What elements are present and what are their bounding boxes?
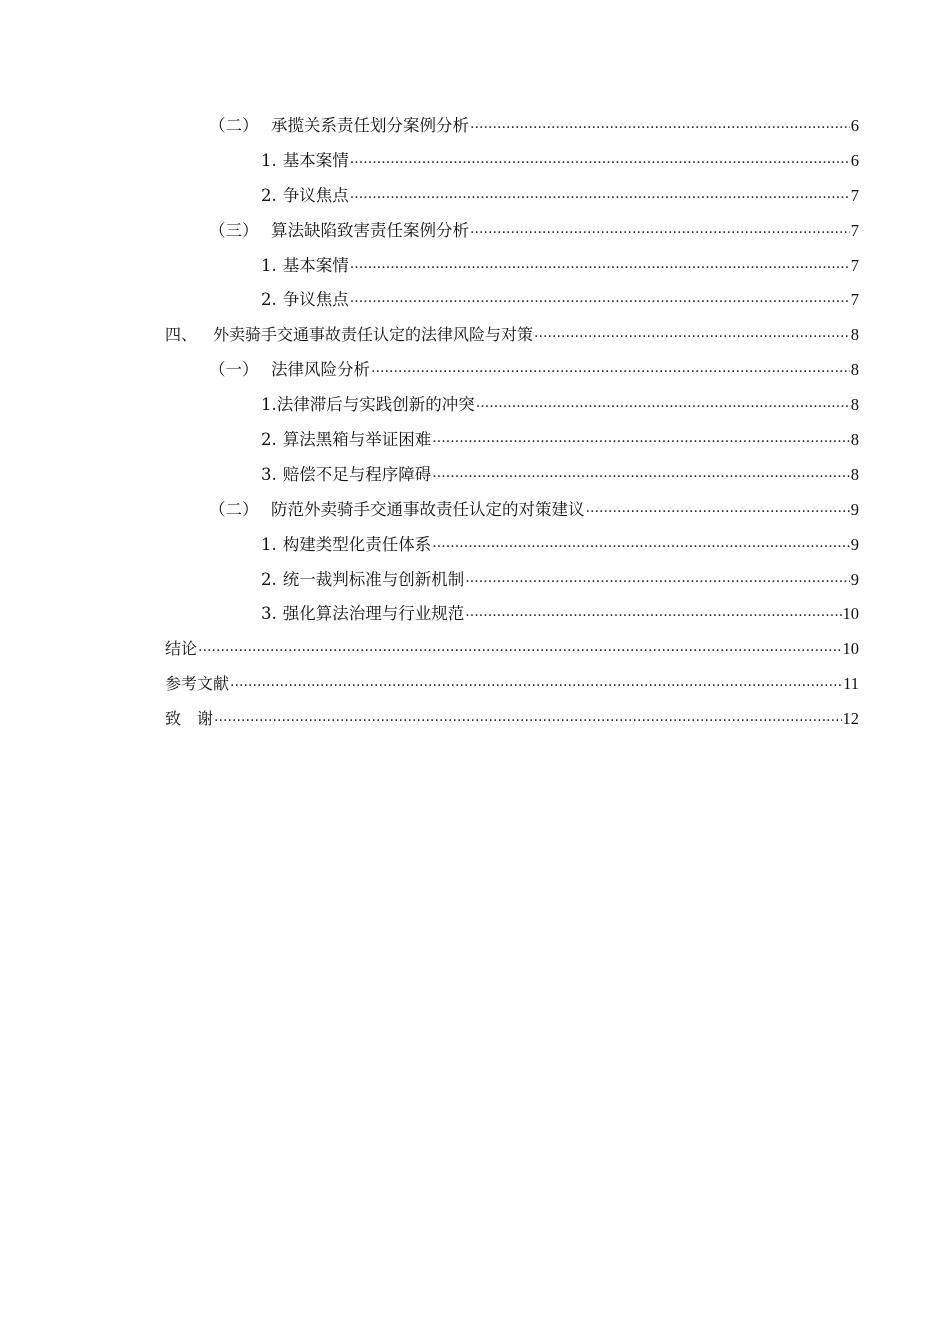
toc-dot-leader (214, 708, 841, 724)
toc-entry-title: 算法缺陷致害责任案例分析 (271, 220, 469, 240)
toc-entry[interactable] (165, 528, 859, 563)
toc-entry-number: 1. (261, 534, 277, 554)
toc-entry-number: （三） (209, 220, 259, 240)
toc-entry-page-number: 6 (850, 150, 859, 170)
toc-entry-page-number: 8 (850, 430, 859, 450)
toc-entry-label (165, 632, 197, 667)
toc-entry-title: 结论 (165, 639, 198, 659)
toc-dot-leader (350, 149, 850, 166)
toc-entry-page-number: 9 (850, 569, 859, 589)
toc-dot-leader (371, 359, 850, 376)
toc-entry-title: 致 谢 (165, 709, 214, 729)
toc-entry[interactable] (165, 214, 859, 249)
toc-entry-number: （一） (209, 360, 259, 380)
toc-dot-leader (465, 603, 841, 620)
toc-entry-label (261, 179, 349, 214)
toc-entry-label (165, 667, 229, 702)
toc-entry-page-number: 9 (850, 499, 859, 519)
toc-entry[interactable] (165, 249, 859, 284)
toc-entry-page-number: 7 (850, 290, 859, 310)
toc-entry-number: 1. (261, 150, 277, 170)
toc-entry-title: 承揽关系责任划分案例分析 (271, 116, 469, 135)
toc-dot-leader (470, 219, 850, 236)
toc-dot-leader (586, 498, 850, 515)
toc-entry-title: 1.法律滞后与实践创新的冲突 (261, 395, 475, 415)
toc-entry[interactable] (165, 388, 859, 423)
toc-entry-page-number: 8 (850, 325, 859, 345)
toc-entry-page-number: 12 (842, 709, 859, 729)
toc-entry-number: 1. (261, 255, 277, 275)
toc-dot-leader (465, 568, 850, 585)
toc-dot-leader (350, 184, 850, 201)
toc-entry-number: 2. (261, 569, 277, 589)
toc-entry-title: 参考文献 (165, 674, 230, 694)
toc-entry-title: 争议焦点 (282, 185, 349, 205)
toc-entry-label (261, 388, 475, 423)
toc-entry-label (165, 318, 533, 353)
toc-dot-leader (198, 638, 841, 654)
toc-entry-number: 3. (261, 464, 277, 484)
toc-entry[interactable] (165, 458, 859, 493)
toc-dot-leader (230, 673, 842, 689)
toc-entry-page-number: 6 (850, 116, 859, 135)
toc-entry-title: 强化算法治理与行业规范 (282, 604, 465, 624)
toc-dot-leader (476, 394, 850, 411)
toc-entry-page-number: 8 (850, 360, 859, 380)
toc-entry[interactable] (165, 144, 859, 179)
toc-entry-number: 3. (261, 604, 277, 624)
table-of-contents (165, 109, 859, 737)
toc-entry-label (261, 144, 349, 179)
toc-dot-leader (432, 463, 850, 480)
toc-entry-label (209, 109, 469, 144)
toc-entry-label (209, 493, 585, 528)
toc-entry-page-number: 8 (850, 464, 859, 484)
toc-entry[interactable] (165, 423, 859, 458)
toc-entry-title: 赔偿不足与程序障碍 (282, 464, 432, 484)
toc-entry[interactable] (165, 493, 859, 528)
toc-entry-title: 防范外卖骑手交通事故责任认定的对策建议 (271, 499, 585, 519)
toc-entry-label (165, 702, 213, 737)
toc-entry[interactable] (165, 632, 859, 667)
toc-entry-label (261, 563, 464, 598)
toc-entry-page-number: 10 (842, 604, 859, 624)
toc-entry[interactable] (165, 318, 859, 353)
toc-entry-number: （二） (209, 499, 259, 519)
toc-entry-number: 2. (261, 290, 277, 310)
toc-entry[interactable] (165, 702, 859, 737)
toc-entry-number: （二） (209, 116, 259, 135)
toc-entry[interactable] (165, 283, 859, 318)
toc-entry-page-number: 7 (850, 185, 859, 205)
toc-entry-label (209, 214, 469, 249)
toc-entry-page-number: 8 (850, 395, 859, 415)
toc-entry-label (261, 249, 349, 284)
toc-dot-leader (470, 115, 850, 132)
toc-entry-title: 基本案情 (282, 150, 349, 170)
toc-entry-title: 外卖骑手交通事故责任认定的法律风险与对策 (213, 325, 534, 345)
toc-entry-page-number: 9 (850, 534, 859, 554)
toc-entry-page-number: 7 (850, 255, 859, 275)
toc-entry[interactable] (165, 597, 859, 632)
toc-entry[interactable] (165, 109, 859, 144)
toc-entry-label (209, 353, 370, 388)
toc-entry-label (261, 528, 431, 563)
toc-entry-number: 四、 (165, 325, 198, 345)
toc-entry-page-number: 11 (843, 674, 859, 694)
toc-entry-title: 算法黑箱与举证困难 (282, 430, 432, 450)
toc-entry-title: 法律风险分析 (271, 360, 370, 380)
toc-entry[interactable] (165, 563, 859, 598)
toc-entry-label (261, 283, 349, 318)
toc-entry-number: 2. (261, 430, 277, 450)
toc-entry-title: 争议焦点 (282, 290, 349, 310)
toc-entry-number: 2. (261, 185, 277, 205)
toc-dot-leader (432, 429, 850, 446)
toc-dot-leader (432, 533, 850, 550)
toc-entry-title: 统一裁判标准与创新机制 (282, 569, 465, 589)
toc-entry[interactable] (165, 353, 859, 388)
toc-entry[interactable] (165, 667, 859, 702)
toc-entry[interactable] (165, 179, 859, 214)
toc-entry-title: 基本案情 (282, 255, 349, 275)
toc-entry-page-number: 10 (842, 639, 859, 659)
toc-entry-label (261, 423, 431, 458)
toc-entry-title: 构建类型化责任体系 (282, 534, 432, 554)
toc-dot-leader (534, 324, 850, 340)
toc-entry-page-number: 7 (850, 220, 859, 240)
toc-dot-leader (350, 254, 850, 271)
toc-entry-label (261, 458, 431, 493)
toc-entry-label (261, 597, 464, 632)
toc-dot-leader (350, 289, 850, 306)
